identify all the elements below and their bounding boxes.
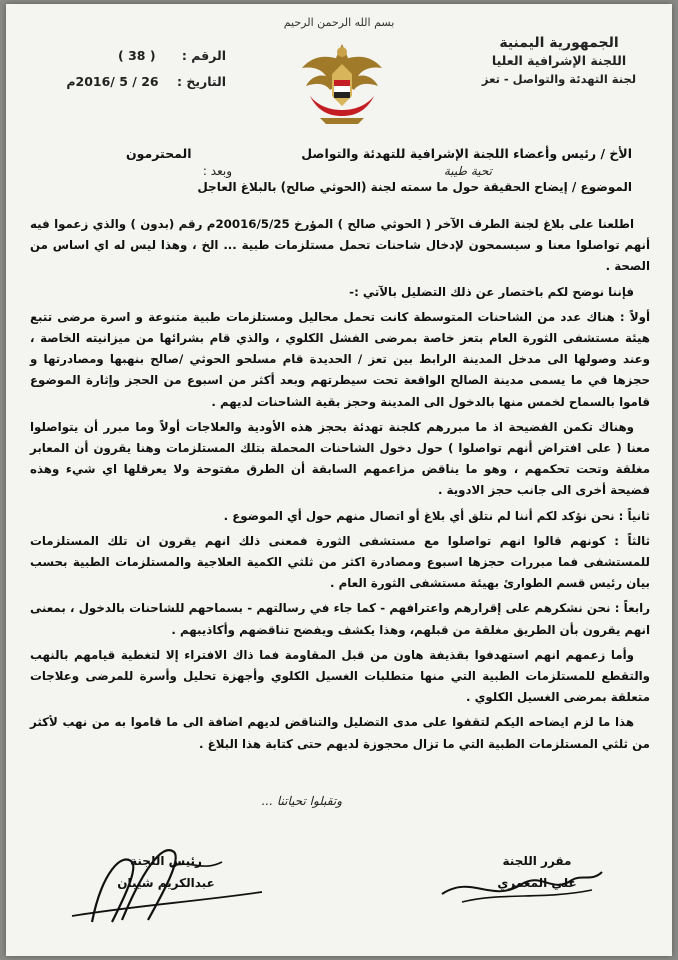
org-line-2: اللجنة الإشرافية العليا bbox=[491, 53, 627, 68]
reference-value: ( 38 ) bbox=[117, 48, 156, 63]
body-paragraph: ثالثاً : كونهم قالوا انهم تواصلوا مع مستشفى الثورة فمعنى ذلك انهم يقرون ان تلك المستلزمات للمستشفى فما مبررات حجزها اسبوع ومصادرة اكثر من ثلثي الكمية العلاجية والمستلزمات الطبية بحسب بيان رئيس قسم الطوارئ بهيئة مستشفى الثورة العام . bbox=[30, 533, 650, 591]
org-header bbox=[464, 34, 654, 88]
body-paragraph: ثانياً : نحن نؤكد لكم أننا لم نتلق أي بلاغ أو اتصال منهم حول أي الموضوع . bbox=[223, 508, 650, 523]
addressee-line: الأخ / رئيس وأعضاء اللجنة الإشرافية للتهدئة والتواصل bbox=[301, 146, 632, 161]
body-paragraph: اطلعنا على بلاغ لجنة الطرف الآخر ( الحوثي صالح ) المؤرخ 20016/5/25م رقم (بدون ) والذي زعموا فيه أنهم تواصلوا معنا و سيسمحون لإدخال شاحنات تحمل مستلزمات طبية ... الخ ، وهذا ليس له اي اساس من الصحة . bbox=[30, 217, 650, 274]
reference-label: الرقم : bbox=[181, 48, 226, 63]
signature-name: علي المعمري bbox=[497, 876, 577, 890]
signature-title: مقرر اللجنة bbox=[502, 854, 572, 868]
date-row bbox=[36, 74, 226, 100]
yemen-eagle-emblem-icon bbox=[296, 34, 388, 130]
afterward-text: وبعد : bbox=[202, 164, 232, 178]
subject-line: الموضوع / إيضاح الحقيقة حول ما سمته لجنة (الحوثي صالح) بالبلاغ العاجل bbox=[197, 180, 632, 194]
closing-line: وتقبلوا تحياتنا ... bbox=[261, 794, 342, 808]
basmala: بسم الله الرحمن الرحيم bbox=[283, 16, 395, 29]
greeting: تحية طيبة bbox=[443, 164, 492, 178]
letter-body bbox=[30, 214, 650, 759]
letter-page bbox=[6, 4, 672, 956]
body-paragraph: أولاً : هناك عدد من الشاحنات المتوسطة كانت تحمل محاليل ومستلزمات طبية متنوعة و اسرة مرضى تتبع هيئة مستشفى الثورة العام بتعز خاصة بمرضى الفشل الكلوي ، والذي قام بشرائها من ميزانيته الخاصة ، وعند وصولها الى مدخل المدينة الرابط بين تعز / الحديدة قام مسلحو الحوثي /صالح بنهبها ومصادرتها و حجزها في ما يسمى مدينة الصالح الواقعة تحت سيطرتهم وبعد أكثر من اسبوع من الحجز وإثارة الموضوع قاموا بالسماح لخمس منها بالدخول الى المدينة وحجز بقية الشاحنات لديهم . bbox=[30, 309, 650, 409]
org-line-3: لجنة التهدئة والتواصل - تعز bbox=[481, 72, 637, 86]
date-label: التاريخ : bbox=[176, 74, 226, 89]
body-paragraph: وهناك تكمن الفضيحة اذ ما مبررهم كلجنة تهدئة بحجز هذه الأودية والعلاجات أولاً وما مبرر أن يتواصلوا معنا ( على افتراض أنهم تواصلوا ) حول دخول الشاحنات المحملة بتلك المستلزمات وهنا يقرون أن المعابر مغلقة وتحت تحكمهم ، وهو ما يناقض مزاعمهم السابقة أن الطرق مفتوحة ولا يعرقلها اي شيء وهذه فضيحة أخرى الى جانب حجز الادوية . bbox=[30, 419, 650, 498]
body-paragraph: رابعاً : نحن نشكرهم على إقرارهم واعترافهم - كما جاء في رسالتهم - بسماحهم للشاحنات بالدخول ، بمعنى انهم يقرون بأن الطريق مغلقة من قبلهم، وهذا يكشف ويفضح تناقضهم وأكاذيبهم . bbox=[30, 601, 650, 637]
org-line-1: الجمهورية اليمنية bbox=[499, 35, 619, 51]
body-paragraph: وأما زعمهم انهم استهدفوا بقذيفة هاون من قبل المقاومة فما ذاك الافتراء إلا لتغطية قيامهم بالنهب والتقطع للمستلزمات الطبية التي منها متطلبات الغسيل الكلوي وأجهزة تحليل وأسرة للمرضى وعلاجات متعلقة بمرضى الغسيل الكلوي . bbox=[30, 647, 650, 705]
reference-number-row bbox=[36, 48, 226, 74]
handwritten-signature-right bbox=[432, 844, 612, 914]
handwritten-signature-left bbox=[52, 832, 272, 932]
body-paragraph: فإننا نوضح لكم باختصار عن ذلك التضليل بالآتي :- bbox=[349, 284, 634, 299]
reference-block bbox=[36, 48, 226, 100]
signature-name: عبدالكريم شيبان bbox=[117, 876, 215, 890]
date-value: 26 / 5 /2016م bbox=[66, 74, 159, 89]
honorific: المحترمون bbox=[126, 146, 192, 161]
signature-title: رئيس اللجنة bbox=[130, 854, 202, 868]
body-paragraph: هذا ما لزم ايضاحه اليكم لتقفوا على مدى التضليل والتناقض لديهم اضافة الى ما قاموا به من نهب لأكثر من ثلثي المستلزمات الطبية التي ما تزال محجوزة لديهم حتى كتابة هذا البلاغ . bbox=[30, 715, 650, 751]
